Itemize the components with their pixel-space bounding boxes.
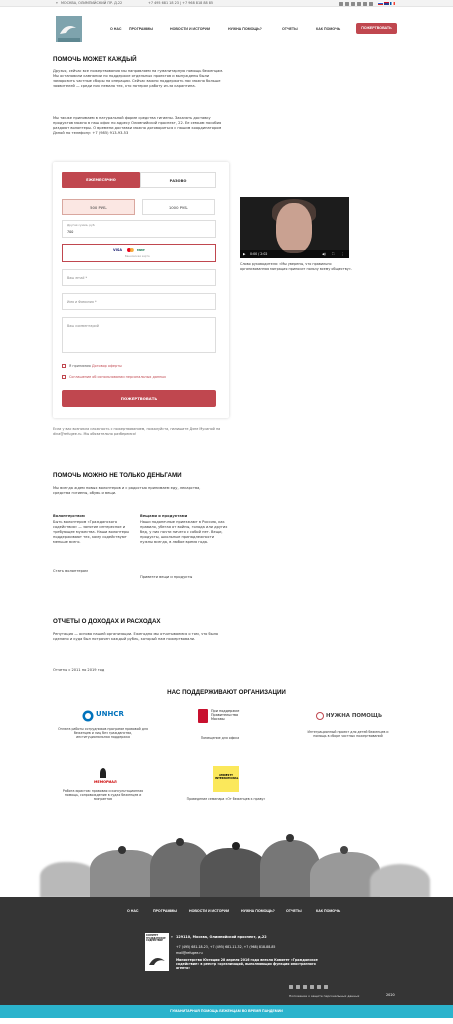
footer-location-icon: ⌖ [171,935,173,939]
footer-year: 2020 [386,993,395,997]
pandemic-help-banner[interactable]: ГУМАНИТАРНАЯ ПОМОЩЬ БЕЖЕНЦАМ ВО ВРЕМЯ ПАНДЕМИИ [0,1005,453,1018]
moscow-gov-emblem-icon [198,709,208,723]
video-player[interactable] [240,197,349,258]
reports-text: Репутация — основа нашей организации. Ежегодно мы отчитываемся о том, что было сделано и куда был потрачен каждый рубль, который нам пожертвовали. [53,632,219,641]
help-title: ПОМОЧЬ МОЖЕТ КАЖДЫЙ [53,56,137,63]
header-donate-button[interactable]: ПОЖЕРТВОВАТЬ [356,23,397,34]
nav-how-help[interactable]: КАК ПОМОЧЬ [316,27,341,31]
offer-label: Я принимаю Договор оферты [69,364,122,368]
comment-field[interactable] [62,317,216,353]
amnesty-name: AMNESTY INTERNATIONAL [215,774,239,781]
footer-legal: Министерство Юстиции 28 апреля 2016 года внесло Комитет «Гражданское содействие» в реестр «организаций, выполняющих функции иностранного агента» [176,958,318,970]
volume-icon[interactable]: ◀) [322,252,326,256]
things-text: Наши подопечные приезжают в Россию, как правило, убегая от войны, голода или других бед, у них почти ничего с собой нет. Вещи, продукты, школьные принадлежности нужны всегда, в любое время года. [140,520,228,544]
footer-policy-link[interactable]: Положение о защите персональных данных [289,994,360,998]
video-caption: Слово руководителя: «Мы уверены, что правильно организованная миграция приносит пользу всему обществу». [240,262,352,271]
flag-fr-icon[interactable] [390,2,395,5]
mir-icon: МИР [137,248,145,252]
twitter-icon[interactable] [357,2,361,6]
footer-nav-news[interactable]: НОВОСТИ И ИСТОРИИ [189,909,230,913]
trouble-text: Если у вас возникла сложность с пожертвованием, пожалуйста, напишите Дэне Мусиной на dina@refugee.ru. Мы обязательно разберемся! [53,427,221,436]
not-money-intro: Мы всегда ждем новых волонтеров и с радостью принимаем еду, лекарства, средства гигиены, обувь и вещи. [53,486,201,495]
footer-nav-need-help[interactable]: НУЖНА ПОМОЩЬ? [241,909,275,913]
fullscreen-icon[interactable]: ⛶ [332,252,335,256]
footer-twitter-icon[interactable] [310,985,314,989]
footer-phones[interactable]: +7 (495) 681-18-23, +7 (495) 681-11-32, +7 (968) 818-88-85 [176,945,276,949]
footer-logo-wave-icon [147,953,167,969]
play-icon[interactable]: ▶ [243,252,246,256]
footer-facebook-icon[interactable] [303,985,307,989]
amnesty-text: Проведение семинара «От беженцев к праву» [186,797,266,801]
footer-telegram-icon[interactable] [324,985,328,989]
consent-checkbox[interactable] [62,375,66,379]
footer-address: 129110, Москва, Олимпийский проспект, д.22 [176,935,267,939]
nav-need-help[interactable]: НУЖНА ПОМОЩЬ? [228,27,262,31]
payment-method-card[interactable] [62,244,216,262]
nav-news[interactable]: НОВОСТИ И ИСТОРИИ [170,27,211,31]
unhcr-name: UNHCR [96,710,124,718]
things-link[interactable]: Привезти вещи и продукты [140,575,193,579]
footer-instagram-icon[interactable] [289,985,293,989]
memorial-flame-icon [100,768,106,778]
facebook-icon[interactable] [351,2,355,6]
youtube-icon[interactable] [363,2,367,6]
offer-link[interactable]: Договор оферты [92,364,122,368]
speaker-portrait [276,203,312,253]
logo-wave-icon [56,16,82,42]
memorial-text: Работа юристов: правовая и консультационная помощь, сопровождение в судах беженцев и мигрантов [62,789,144,802]
consent-link[interactable]: Соглашение об использовании персональных данных [69,375,167,379]
memorial-name[interactable]: МЕМОРИАЛ [94,780,117,784]
reports-title: ОТЧЕТЫ О ДОХОДАХ И РАСХОДАХ [53,618,161,625]
name-field[interactable] [62,293,216,310]
reports-years[interactable]: Отчеты с 2011 по 2019 год [53,668,105,672]
email-placeholder: Ваш email * [67,276,88,280]
email-field[interactable] [62,269,216,286]
top-bar [0,0,453,7]
need-help-name[interactable]: НУЖНА ПОМОЩЬ [326,713,383,719]
not-money-title: ПОМОЧЬ МОЖНО НЕ ТОЛЬКО ДЕНЬГАМИ [53,472,182,479]
name-placeholder: Имя и Фамилия * [67,300,97,304]
unhcr-logo[interactable] [82,709,124,723]
vk-icon[interactable] [345,2,349,6]
amnesty-logo[interactable] [213,766,239,792]
more-icon[interactable]: ⋮ [341,252,345,256]
flag-en-icon[interactable] [384,2,389,5]
volunteer-link[interactable]: Стать волонтером [53,569,88,573]
footer-nav-about[interactable]: О НАС [127,909,139,913]
flag-ru-icon[interactable] [378,2,383,5]
volunteer-title: Волонтерством [53,514,85,518]
logo[interactable] [56,16,82,42]
footer-nav-how-help[interactable]: КАК ПОМОЧЬ [316,909,341,913]
location-icon: ⌖ [56,1,58,5]
things-title: Вещами и продуктами [140,514,188,518]
instagram-icon[interactable] [339,2,343,6]
help-paragraph-1: Друзья, сейчас все пожертвования мы направляем на гуманитарную помощь беженцам. Мы остановили кампании по поддержке отдельных проектов и вынуждены были заморозить частные сборы на операции. Сейчас важно поддержать нас можно больше заявителей — среди них немало тех, кто потерял работу из-за карантина. [53,69,224,88]
other-amount-label: Другая сумма, руб. [67,223,96,227]
volunteer-text: Быть волонтером «Гражданского содействия» — занятие интересное и требующее мужества. Наши волонтеры поддерживают тех, кому содействуют меньше всего. [53,520,130,544]
other-amount-value: 700 [67,230,74,234]
moscow-gov-text: Помещение для офиса [200,736,240,740]
other-amount-field[interactable] [62,220,216,238]
visa-icon: VISA [113,248,122,252]
tab-once[interactable]: РАЗОВО [140,172,216,188]
footer-logo[interactable] [145,933,169,971]
amount-1000-button[interactable]: 1000 РУБ. [142,199,215,215]
footer-youtube-icon[interactable] [317,985,321,989]
comment-placeholder: Ваш комментарий [67,324,99,328]
nav-programs[interactable]: ПРОГРАММЫ [129,27,153,31]
help-paragraph-2: Мы также принимаем в натуральной форме средства гигиены. Заказать доставку продуктов можно в наш офис по адресу Олимпийский проспект, 22. Ее семьям пособия раздают волонтеры. О времени доставки можно договориться с нашим координатором Дэной по телефону: +7 (985) 913-93-53 [53,116,222,135]
footer-nav-programs[interactable]: ПРОГРАММЫ [153,909,177,913]
video-time: 0:00 / 2:02 [250,252,268,256]
footer-vk-icon[interactable] [296,985,300,989]
video-controls [240,250,349,258]
footer-logo-text: КОМИТЕТ ГРАЖДАНСКОЕ СОДЕЙСТВИЕ [146,934,166,943]
tab-monthly[interactable]: ЕЖЕМЕСЯЧНО [62,172,140,188]
orgs-title: НАС ПОДДЕРЖИВАЮТ ОРГАНИЗАЦИИ [167,689,286,696]
footer-email[interactable]: mail@refugee.ru [176,951,203,955]
mastercard-icon [127,248,133,252]
need-help-logo-icon [316,712,324,720]
top-phones[interactable]: +7 495 681 18 23 | +7 968 818 88 85 [148,1,214,5]
amount-500-button[interactable]: 500 РУБ. [62,199,135,215]
offer-checkbox[interactable] [62,364,66,368]
moscow-gov-name[interactable]: При поддержке Правительства Москвы [211,709,240,721]
footer-nav-reports[interactable]: ОТЧЕТЫ [286,909,302,913]
nav-reports[interactable]: ОТЧЕТЫ [282,27,298,31]
telegram-icon[interactable] [369,2,373,6]
need-help-text: Интеграционный проект для детей беженцев и помощь в сборе частных пожертвований [307,730,389,739]
nav-about[interactable]: О НАС [110,27,122,31]
top-address: МОСКВА, ОЛИМПИЙСКИЙ ПР. Д.22 [61,1,123,5]
footer [0,897,453,1005]
submit-donate-button[interactable]: ПОЖЕРТВОВАТЬ [62,390,216,407]
payment-note: Банковская карта [125,255,150,258]
unhcr-text: Оплата работы сотрудников программ правовой для беженцев и лиц без гражданства, институциональная поддержка [58,727,148,740]
